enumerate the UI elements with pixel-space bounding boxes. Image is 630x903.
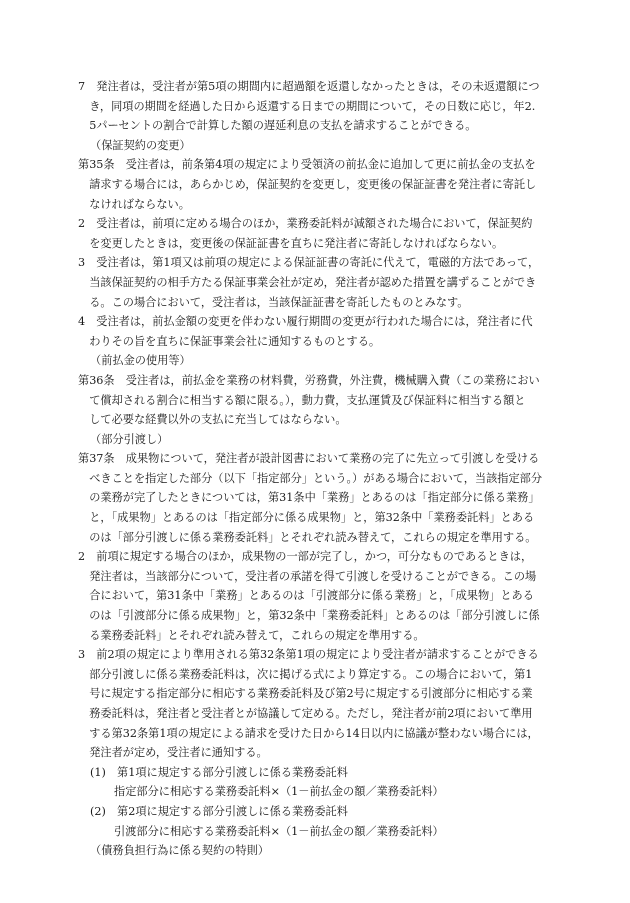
text-line: る業務委託料」とそれぞれ読み替えて，これらの規定を準用する。 bbox=[78, 628, 425, 642]
text-line: 7 発注者は，受注者が第5項の期間内に超過額を返還しなかったときは，その未返還額につ bbox=[78, 80, 540, 93]
text-line: 4 受注者は，前払金額の変更を伴わない履行期間の変更が行われた場合には，発注者に代 bbox=[78, 315, 533, 329]
formula-label: (2) 第2項に規定する部分引渡しに係る業務委託料 bbox=[90, 804, 348, 818]
text-line: 務委託料は，発注者と受注者とが協議して定める。ただし，発注者が前2項において準用 bbox=[78, 707, 533, 720]
text-line: 第37条 成果物について，発注者が設計図書において業務の完了に先立って引渡しを受ける bbox=[78, 452, 540, 466]
text-line: 第35条 受注者は，前条第4項の規定により受領済の前払金に追加して更に前払金の支払を bbox=[78, 158, 536, 172]
text-line: 発注者が定め，受注者に通知する。 bbox=[78, 746, 268, 760]
formula-item-2 bbox=[78, 802, 562, 822]
section-heading-advance-use bbox=[78, 351, 562, 371]
section-heading-guarantee-change bbox=[78, 136, 562, 156]
text-line: 号に規定する指定部分に相応する業務委託料及び第2号に規定する引渡部分に相応する業 bbox=[78, 687, 533, 701]
text-line: き，同項の期間を経過した日から返還する日までの期間について，その日数に応じ，年2. bbox=[78, 99, 536, 113]
text-line: を変更したときは，変更後の保証証書を直ちに発注者に寄託しなければならない。 bbox=[78, 236, 504, 250]
text-line: 当該保証契約の相手方たる保証事業会社が定め，発注者が認めた措置を講ずることができ bbox=[78, 275, 537, 289]
text-line: る。この場合において，受注者は，当該保証証書を寄託したものとみなす。 bbox=[78, 295, 469, 309]
section-heading-partial-delivery bbox=[78, 430, 562, 450]
text-line: 2 前項に規定する場合のほか，成果物の一部が完了し，かつ，可分なものであるときは， bbox=[78, 550, 533, 564]
article-35-4 bbox=[78, 312, 562, 351]
text-line: と，「成果物」とあるのは「指定部分に係る成果物」と，第32条中「業務委託料」とある bbox=[78, 511, 535, 525]
formula-expression-2 bbox=[78, 822, 562, 842]
text-line: て償却される割合に相当する額に限る。），動力費，支払運賃及び保証料に相当する額と bbox=[78, 393, 526, 407]
formula-text: 指定部分に相応する業務委託料×（1－前払金の額／業務委託料） bbox=[114, 785, 444, 799]
heading-text: （部分引渡し） bbox=[90, 432, 169, 446]
article-35-2 bbox=[78, 214, 562, 253]
text-line: 合において，第31条中「業務」とあるのは「引渡部分に係る業務」と，「成果物」とある bbox=[78, 589, 534, 603]
text-line: 発注者は，当該部分について，受注者の承諾を得て引渡しを受けることができる。この場 bbox=[78, 569, 537, 583]
text-line: 請求する場合には，あらかじめ，保証契約を変更し，変更後の保証証書を発注者に寄託し bbox=[78, 177, 537, 191]
formula-expression-1 bbox=[78, 782, 562, 802]
text-line: 第36条 受注者は，前払金を業務の材料費，労務費，外注費，機械購入費（この業務におい bbox=[78, 373, 540, 387]
text-line: べきことを指定した部分（以下「指定部分」という。）がある場合において，当該指定部分 bbox=[78, 471, 543, 485]
section-heading-debt-burden bbox=[78, 841, 562, 861]
text-line: のは「部分引渡しに係る業務委託料」とそれぞれ読み替えて，これらの規定を準用する。 bbox=[78, 530, 537, 544]
article-35-1 bbox=[78, 155, 562, 214]
formula-item-1 bbox=[78, 763, 562, 783]
heading-text: （前払金の使用等） bbox=[90, 354, 191, 368]
text-line: 3 受注者は，第1項又は前項の規定による保証証書の寄託に代えて，電磁的方法であって， bbox=[78, 256, 540, 270]
heading-text: （債務負担行為に係る契約の特則） bbox=[90, 844, 270, 858]
article-35-3 bbox=[78, 253, 562, 312]
formula-text: 引渡部分に相応する業務委託料×（1－前払金の額／業務委託料） bbox=[114, 824, 444, 838]
article-36 bbox=[78, 371, 562, 430]
article-37-1 bbox=[78, 449, 562, 547]
text-line: する第32条第1項の規定による請求を受けた日から14日以内に協議が整わない場合には， bbox=[78, 726, 539, 740]
text-line: して必要な経費以外の支払に充当してはならない。 bbox=[78, 413, 347, 427]
text-line: 5パーセントの割合で計算した額の遅延利息の支払を請求することができる。 bbox=[78, 119, 477, 133]
article-37-3 bbox=[78, 645, 562, 763]
text-line: 2 受注者は，前項に定める場合のほか，業務委託料が減額された場合において，保証契約 bbox=[78, 217, 533, 231]
text-line: の業務が完了したときについては，第31条中「業務」とあるのは「指定部分に係る業務」 bbox=[78, 491, 540, 505]
formula-label: (1) 第1項に規定する部分引渡しに係る業務委託料 bbox=[90, 765, 348, 779]
clause-34-7 bbox=[78, 77, 562, 136]
text-line: 3 前2項の規定により準用される第32条第1項の規定により受注者が請求することができる bbox=[78, 648, 539, 662]
article-37-2 bbox=[78, 547, 562, 645]
text-line: のは「引渡部分に係る成果物」と，第32条中「業務委託料」とあるのは「部分引渡しに係 bbox=[78, 609, 540, 623]
text-line: 部分引渡しに係る業務委託料は，次に掲げる式により算定する。この場合において，第1 bbox=[78, 667, 533, 681]
heading-text: （保証契約の変更） bbox=[90, 138, 191, 152]
text-line: わりその旨を直ちに保証事業会社に通知するものとする。 bbox=[78, 334, 381, 348]
text-line: なければならない。 bbox=[78, 197, 190, 211]
